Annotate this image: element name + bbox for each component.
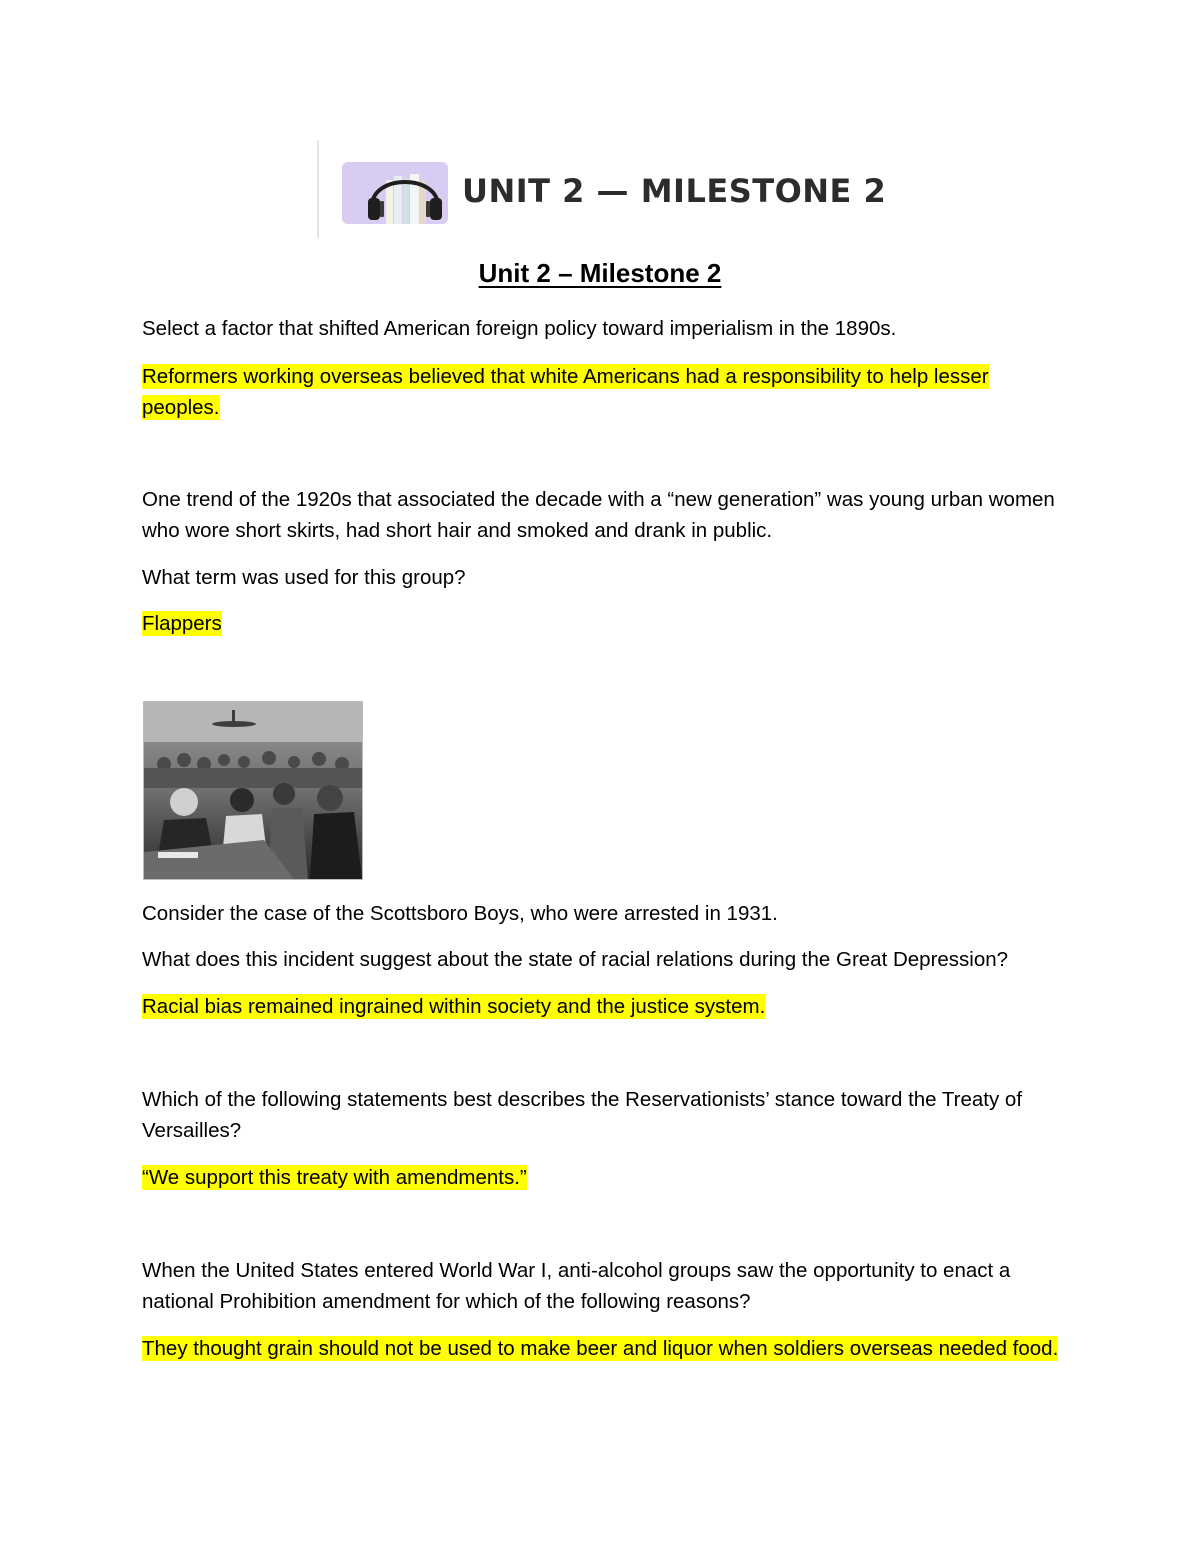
question-1-text: Select a factor that shifted American foreign policy toward imperialism in the 1890s. — [142, 317, 897, 340]
question-5 — [142, 1255, 1062, 1317]
question-2-context-text: One trend of the 1920s that associated the decade with a “new generation” was young urban women who wore short skirts, had short hair and smoked and drank in public. — [142, 488, 1055, 542]
answer-5 — [142, 1333, 1062, 1364]
question-3 — [142, 944, 1062, 975]
question-4 — [142, 1084, 1062, 1146]
answer-1 — [142, 361, 1062, 423]
question-2-context — [142, 484, 1062, 546]
question-1 — [142, 313, 1062, 344]
document-title: Unit 2 – Milestone 2 — [478, 258, 722, 288]
answer-4 — [142, 1162, 1062, 1193]
answer-5-highlight: They thought grain should not be used to make beer and liquor when soldiers overseas needed food. — [142, 1337, 1059, 1360]
answer-3 — [142, 991, 1062, 1022]
question-4-text: Which of the following statements best describes the Reservationists’ stance toward the Treaty of Versailles? — [142, 1088, 1023, 1142]
answer-2-highlight: Flappers — [142, 612, 222, 635]
question-3-text: What does this incident suggest about the state of racial relations during the Great Depression? — [142, 948, 1009, 971]
question-3-context-text: Consider the case of the Scottsboro Boys, who were arrested in 1931. — [142, 902, 778, 925]
question-2-text: What term was used for this group? — [142, 566, 466, 589]
answer-2 — [142, 608, 1062, 639]
answer-4-highlight: “We support this treaty with amendments.” — [142, 1166, 527, 1189]
headphones-books-icon — [342, 162, 448, 224]
question-5-text: When the United States entered World War I, anti-alcohol groups saw the opportunity to enact a national Prohibition amendment for which of the following reasons? — [142, 1259, 1011, 1313]
courtroom-photo — [143, 701, 363, 880]
question-2 — [142, 562, 1062, 593]
answer-1-highlight: Reformers working overseas believed that white Americans had a responsibility to help lesser peoples. — [142, 365, 989, 419]
question-3-context — [142, 898, 1062, 929]
banner-divider — [317, 140, 319, 238]
answer-3-highlight: Racial bias remained ingrained within society and the justice system. — [142, 995, 766, 1018]
banner-title: UNIT 2 — MILESTONE 2 — [462, 172, 887, 210]
